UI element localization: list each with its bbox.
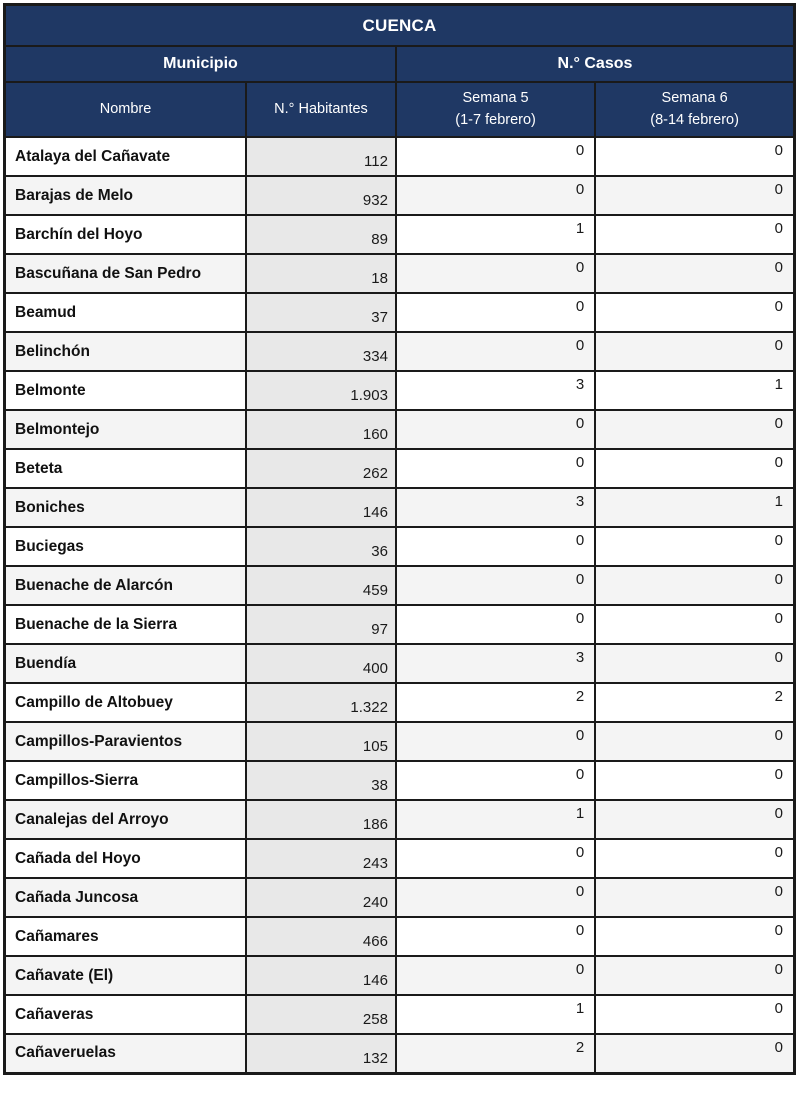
table-row — [5, 605, 795, 644]
municipality-name: Cañaveras — [5, 995, 247, 1034]
semana5-cases-value: 0 — [396, 449, 595, 488]
semana6-cases-value: 0 — [595, 722, 794, 761]
col-header-semana6 — [595, 82, 794, 137]
table-row — [5, 449, 795, 488]
habitantes-value: 146 — [246, 956, 396, 995]
col-header-semana5-line2: (1-7 febrero) — [455, 111, 536, 128]
municipality-name: Barchín del Hoyo — [5, 215, 247, 254]
habitantes-value: 932 — [246, 176, 396, 215]
municipality-name: Buendía — [5, 644, 247, 683]
semana6-cases-value: 0 — [595, 254, 794, 293]
habitantes-value: 186 — [246, 800, 396, 839]
table-row — [5, 137, 795, 176]
semana6-cases-value: 0 — [595, 761, 794, 800]
semana5-cases-value: 3 — [396, 488, 595, 527]
semana5-cases-value: 2 — [396, 683, 595, 722]
col-header-semana6-line2: (8-14 febrero) — [650, 111, 739, 128]
municipality-name: Cañada Juncosa — [5, 878, 247, 917]
habitantes-value: 97 — [246, 605, 396, 644]
semana5-cases-value: 1 — [396, 995, 595, 1034]
semana6-cases-value: 2 — [595, 683, 794, 722]
semana5-cases-value: 3 — [396, 644, 595, 683]
semana5-cases-value: 0 — [396, 722, 595, 761]
group-header-row — [5, 46, 795, 82]
semana6-cases-value: 1 — [595, 371, 794, 410]
semana6-cases-value: 0 — [595, 800, 794, 839]
municipality-name: Belinchón — [5, 332, 247, 371]
table-row — [5, 956, 795, 995]
habitantes-value: 38 — [246, 761, 396, 800]
habitantes-value: 160 — [246, 410, 396, 449]
semana6-cases-value: 0 — [595, 566, 794, 605]
table-row — [5, 215, 795, 254]
semana6-cases-value: 0 — [595, 215, 794, 254]
municipality-name: Canalejas del Arroyo — [5, 800, 247, 839]
semana5-cases-value: 0 — [396, 410, 595, 449]
table-row — [5, 839, 795, 878]
municipality-name: Cañavate (El) — [5, 956, 247, 995]
habitantes-value: 243 — [246, 839, 396, 878]
semana5-cases-value: 0 — [396, 605, 595, 644]
habitantes-value: 400 — [246, 644, 396, 683]
group-header-municipio: Municipio — [5, 46, 396, 82]
semana6-cases-value: 0 — [595, 410, 794, 449]
semana6-cases-value: 0 — [595, 956, 794, 995]
semana5-cases-value: 0 — [396, 878, 595, 917]
semana5-cases-value: 0 — [396, 566, 595, 605]
semana6-cases-value: 0 — [595, 917, 794, 956]
municipality-name: Cañada del Hoyo — [5, 839, 247, 878]
semana6-cases-value: 0 — [595, 839, 794, 878]
col-header-nombre: Nombre — [5, 82, 247, 137]
semana5-cases-value: 0 — [396, 527, 595, 566]
municipality-name: Belmontejo — [5, 410, 247, 449]
table-row — [5, 332, 795, 371]
column-header-row — [5, 82, 795, 137]
habitantes-value: 1.322 — [246, 683, 396, 722]
habitantes-value: 1.903 — [246, 371, 396, 410]
table-row — [5, 410, 795, 449]
col-header-habitantes: N.° Habitantes — [246, 82, 396, 137]
semana5-cases-value: 0 — [396, 839, 595, 878]
municipality-name: Cañaveruelas — [5, 1034, 247, 1073]
col-header-semana5 — [396, 82, 595, 137]
semana5-cases-value: 0 — [396, 761, 595, 800]
table-row — [5, 1034, 795, 1073]
semana5-cases-value: 0 — [396, 956, 595, 995]
table-row — [5, 917, 795, 956]
table-row — [5, 176, 795, 215]
table-body — [5, 137, 795, 1073]
semana6-cases-value: 0 — [595, 527, 794, 566]
group-header-casos: N.° Casos — [396, 46, 795, 82]
semana5-cases-value: 0 — [396, 293, 595, 332]
table-row — [5, 800, 795, 839]
semana5-cases-value: 0 — [396, 137, 595, 176]
semana6-cases-value: 0 — [595, 878, 794, 917]
table-row — [5, 683, 795, 722]
municipality-name: Buenache de Alarcón — [5, 566, 247, 605]
municipality-name: Buenache de la Sierra — [5, 605, 247, 644]
semana6-cases-value: 0 — [595, 1034, 794, 1073]
table-row — [5, 527, 795, 566]
habitantes-value: 262 — [246, 449, 396, 488]
semana5-cases-value: 0 — [396, 254, 595, 293]
habitantes-value: 466 — [246, 917, 396, 956]
municipality-name: Barajas de Melo — [5, 176, 247, 215]
table-row — [5, 488, 795, 527]
semana6-cases-value: 0 — [595, 137, 794, 176]
municipality-name: Campillo de Altobuey — [5, 683, 247, 722]
semana6-cases-value: 0 — [595, 995, 794, 1034]
semana6-cases-value: 0 — [595, 332, 794, 371]
col-header-semana5-line1: Semana 5 — [462, 90, 529, 107]
table-row — [5, 566, 795, 605]
table-row — [5, 293, 795, 332]
semana5-cases-value: 0 — [396, 176, 595, 215]
table-row — [5, 995, 795, 1034]
semana6-cases-value: 1 — [595, 488, 794, 527]
habitantes-value: 18 — [246, 254, 396, 293]
municipality-name: Buciegas — [5, 527, 247, 566]
table-row — [5, 254, 795, 293]
semana5-cases-value: 1 — [396, 215, 595, 254]
table-title-row — [5, 5, 795, 47]
municipality-name: Atalaya del Cañavate — [5, 137, 247, 176]
semana5-cases-value: 0 — [396, 917, 595, 956]
municipality-name: Campillos-Paravientos — [5, 722, 247, 761]
table-row — [5, 371, 795, 410]
semana5-cases-value: 2 — [396, 1034, 595, 1073]
habitantes-value: 132 — [246, 1034, 396, 1073]
habitantes-value: 105 — [246, 722, 396, 761]
habitantes-value: 37 — [246, 293, 396, 332]
cuenca-cases-table — [3, 3, 796, 1075]
habitantes-value: 112 — [246, 137, 396, 176]
municipality-name: Belmonte — [5, 371, 247, 410]
habitantes-value: 240 — [246, 878, 396, 917]
habitantes-value: 258 — [246, 995, 396, 1034]
habitantes-value: 146 — [246, 488, 396, 527]
table-row — [5, 761, 795, 800]
municipality-name: Beteta — [5, 449, 247, 488]
municipality-name: Campillos-Sierra — [5, 761, 247, 800]
habitantes-value: 334 — [246, 332, 396, 371]
table-row — [5, 878, 795, 917]
semana6-cases-value: 0 — [595, 605, 794, 644]
semana6-cases-value: 0 — [595, 449, 794, 488]
table-title: CUENCA — [5, 5, 795, 47]
table-row — [5, 722, 795, 761]
habitantes-value: 459 — [246, 566, 396, 605]
municipality-name: Cañamares — [5, 917, 247, 956]
semana5-cases-value: 1 — [396, 800, 595, 839]
semana6-cases-value: 0 — [595, 293, 794, 332]
habitantes-value: 36 — [246, 527, 396, 566]
semana5-cases-value: 0 — [396, 332, 595, 371]
table-row — [5, 644, 795, 683]
municipality-name: Boniches — [5, 488, 247, 527]
habitantes-value: 89 — [246, 215, 396, 254]
municipality-name: Beamud — [5, 293, 247, 332]
municipality-name: Bascuñana de San Pedro — [5, 254, 247, 293]
col-header-semana6-line1: Semana 6 — [661, 90, 728, 107]
semana6-cases-value: 0 — [595, 176, 794, 215]
semana5-cases-value: 3 — [396, 371, 595, 410]
semana6-cases-value: 0 — [595, 644, 794, 683]
